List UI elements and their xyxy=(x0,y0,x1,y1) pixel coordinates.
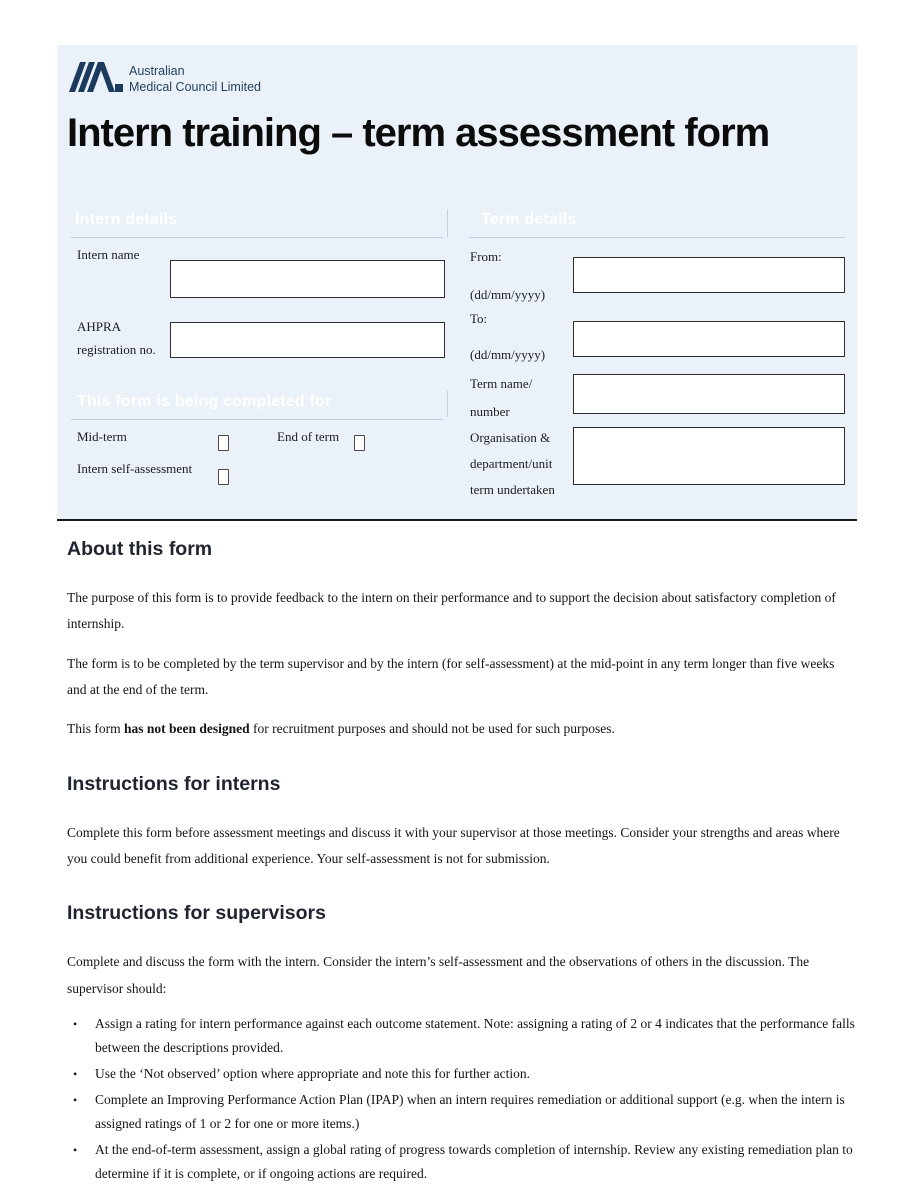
intern-name-input[interactable] xyxy=(170,260,445,298)
self-assessment-label: Intern self-assessment xyxy=(77,461,193,476)
supervisors-bullet-list xyxy=(67,1012,855,1186)
mid-term-label: Mid-term xyxy=(77,429,127,444)
logo-line-2: Medical Council Limited xyxy=(129,80,262,94)
bullet-marker: • xyxy=(73,1142,78,1157)
term-name-input[interactable] xyxy=(573,374,845,414)
bullet-text-4: At the end-of-term assessment, assign a global rating of progress towards completion of internship. Review any existing remediation plan to determine if it is complete, or if ongoing actions are required. xyxy=(95,1141,853,1181)
bullet-item-4 xyxy=(67,1138,855,1186)
intern-name-label: Intern name xyxy=(77,247,140,262)
mid-term-checkbox[interactable] xyxy=(218,435,229,451)
bullet-marker: • xyxy=(73,1092,78,1107)
from-label: From: xyxy=(470,249,502,264)
organisation-label-line-1: Organisation & xyxy=(470,430,551,445)
logo-line-1: Australian xyxy=(129,64,185,78)
amc-logo-icon xyxy=(69,61,123,98)
intern-details-underline xyxy=(71,237,443,238)
column-divider-2 xyxy=(447,391,448,417)
to-label: To: xyxy=(470,311,488,326)
bullet-text-3: Complete an Improving Performance Action Plan (IPAP) when an intern requires remediation or additional support (e.g. when the intern is assigned ratings of 1 or 2 for one or more items.) xyxy=(95,1091,845,1131)
term-name-label xyxy=(470,370,532,426)
interns-heading: Instructions for interns xyxy=(67,772,281,795)
about-p3-after: for recruitment purposes and should not be used for such purposes. xyxy=(249,721,615,737)
about-paragraph-2: The form is to be completed by the term supervisor and by the intern (for self-assessment) at the mid-point in any term longer than five weeks and at the end of the term. xyxy=(67,655,835,697)
term-name-label-line-1: Term name/ xyxy=(470,376,533,391)
end-of-term-label: End of term xyxy=(277,429,340,444)
organisation-label-line-2: department/unit xyxy=(470,456,553,471)
supervisors-heading: Instructions for supervisors xyxy=(67,902,326,925)
about-heading: About this form xyxy=(67,538,213,560)
about-p3-before: This form xyxy=(67,721,124,737)
from-format-hint: (dd/mm/yyyy) xyxy=(470,287,546,302)
end-of-term-checkbox[interactable] xyxy=(354,435,365,451)
bullet-text-1: Assign a rating for intern performance against each outcome statement. Note: assigning a rating of 2 or 4 indicates that the performance falls between the descriptions provided. xyxy=(95,1015,855,1055)
completed-for-heading: This form is being completed for xyxy=(77,393,332,410)
page-title: Intern training – term assessment form xyxy=(67,111,770,155)
term-name-label-line-2: number xyxy=(470,404,510,419)
term-details-heading: Term details xyxy=(481,211,577,228)
from-date-input[interactable] xyxy=(573,257,845,293)
about-paragraph-3 xyxy=(67,716,855,742)
term-details-underline xyxy=(469,237,845,238)
column-divider xyxy=(447,209,448,237)
intern-details-heading: Intern details xyxy=(75,211,178,228)
about-paragraph-1: The purpose of this form is to provide feedback to the intern on their performance and to support the decision about satisfactory completion of internship. xyxy=(67,590,836,632)
interns-paragraph: Complete this form before assessment meetings and discuss it with your supervisor at those meetings. Consider your strengths and areas where you could benefit from additional experience. Your self-assessment is not for submission. xyxy=(67,824,840,866)
form-header-panel xyxy=(57,45,857,521)
form-body xyxy=(67,538,855,1188)
to-format-hint: (dd/mm/yyyy) xyxy=(470,347,546,362)
bullet-marker: • xyxy=(73,1016,78,1031)
bullet-marker: • xyxy=(73,1066,78,1081)
ahpra-label xyxy=(77,315,156,361)
organisation-input[interactable] xyxy=(573,427,845,485)
logo-wordmark xyxy=(129,63,261,95)
to-date-input[interactable] xyxy=(573,321,845,357)
completed-for-underline xyxy=(71,419,443,420)
bullet-item-2 xyxy=(67,1062,855,1086)
ahpra-registration-input[interactable] xyxy=(170,322,445,358)
ahpra-label-line-2: registration no. xyxy=(77,342,156,357)
bullet-item-3 xyxy=(67,1088,855,1136)
organisation-label xyxy=(470,425,555,503)
bullet-item-1 xyxy=(67,1012,855,1060)
about-p3-bold: has not been designed xyxy=(124,721,250,737)
bullet-text-2: Use the ‘Not observed’ option where appropriate and note this for further action. xyxy=(95,1065,530,1081)
organisation-label-line-3: term undertaken xyxy=(470,482,555,497)
ahpra-label-line-1: AHPRA xyxy=(77,319,122,334)
self-assessment-checkbox[interactable] xyxy=(218,469,229,485)
supervisors-intro: Complete and discuss the form with the intern. Consider the intern’s self-assessment and the observations of others in the discussion. The supervisor should: xyxy=(67,954,810,996)
